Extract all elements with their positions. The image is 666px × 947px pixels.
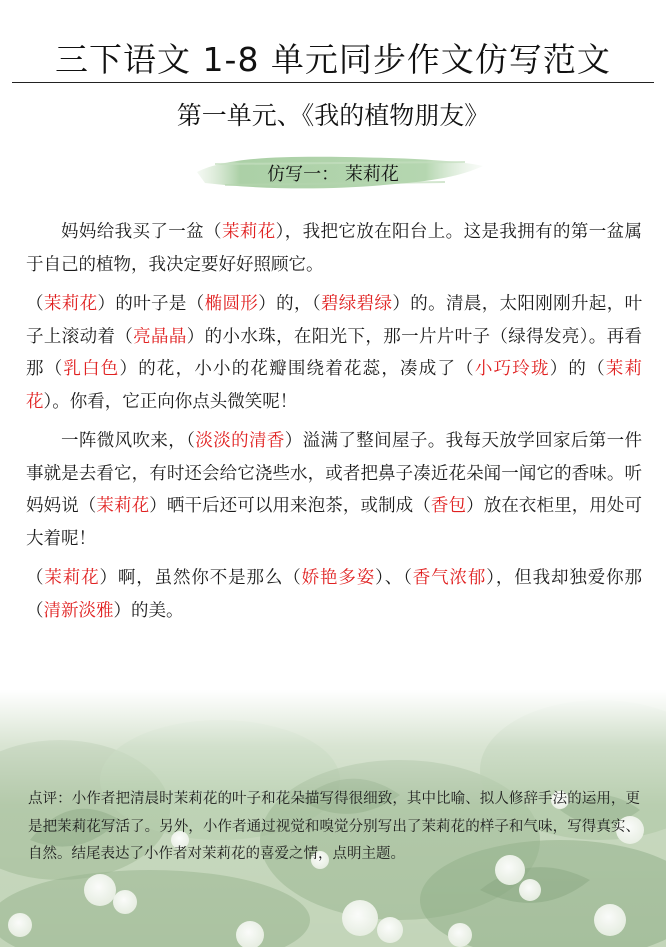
essay-paragraph — [26, 288, 642, 418]
filled-blank: 茉莉花 — [96, 496, 150, 516]
filled-blank: 椭圆形 — [204, 294, 259, 314]
text-span: ）啊，虽然你不是那么（ — [99, 568, 302, 588]
text-span: 一阵微风吹来，（ — [61, 431, 196, 451]
filled-blank: 小巧玲珑 — [474, 359, 550, 379]
filled-blank: 香气浓郁 — [412, 568, 487, 588]
filled-blank: 茉莉花 — [43, 294, 98, 314]
filled-blank: 乳白色 — [63, 359, 120, 379]
text-span: ）晒干后还可以用来泡茶，或制成（ — [149, 496, 431, 516]
filled-blank: 清新淡雅 — [43, 600, 114, 621]
text-span: ）的花，小小的花瓣围绕着花蕊，凑成了（ — [119, 359, 475, 379]
text-span: ）溢满了整间屋子。我每天放学回家后第一件事就是去看它，有时还会给它浇些水，或者把鼻子凑近花朵闻一闻它的香味。听妈妈说（ — [26, 431, 643, 516]
essay-body — [26, 216, 642, 634]
filled-blank: 娇艳多姿 — [301, 568, 376, 588]
text-span: （ — [26, 294, 44, 314]
title-divider — [12, 82, 654, 83]
text-span: ）的。清晨，太阳刚刚升起，叶子上滚动着（ — [26, 294, 643, 347]
section-label: 仿写一： 茉莉花 — [267, 164, 399, 185]
essay-paragraph — [26, 425, 642, 555]
essay-paragraph — [26, 562, 642, 627]
filled-blank: 淡淡的清香 — [195, 431, 285, 451]
page-title: 三下语文 1-8 单元同步作文仿写范文 — [55, 40, 611, 79]
text-span: ）放在衣柜里，用处可大着呢！ — [26, 496, 643, 549]
filled-blank: 茉莉花 — [44, 568, 100, 588]
filled-blank: 亮晶晶 — [133, 326, 187, 347]
text-span: ），但我却独爱你那（ — [26, 568, 642, 621]
filled-blank: 茉莉花 — [26, 359, 642, 412]
text-span: ），我把它放在阳台上。这是我拥有的第一盆属于自己的植物，我决定要好好照顾它。 — [26, 222, 643, 275]
text-span: ）、（ — [375, 568, 413, 588]
text-span: ）。你看，它正向你点头微笑呢！ — [43, 391, 298, 412]
teacher-comment: 点评：小作者把清晨时茉莉花的叶子和花朵描写得很细致，其中比喻、拟人修辞手法的运用，更是把茉莉花写活了。另外，小作者通过视觉和嗅觉分别写出了茉莉花的样子和气味，写得真实、自然。结尾表达了小作者对茉莉花的喜爱之情，点明主题。 — [28, 791, 640, 862]
filled-blank: 碧绿碧绿 — [320, 294, 393, 314]
essay-paragraph — [26, 216, 642, 281]
filled-blank: 茉莉花 — [221, 222, 276, 242]
unit-title: 第一单元、《我的植物朋友》 — [176, 101, 490, 130]
text-span: ）的，（ — [258, 294, 321, 314]
text-span: ）的叶子是（ — [97, 294, 205, 314]
text-span: ）的小水珠，在阳光下，那一片片叶子（绿得发亮）。再看那（ — [26, 326, 643, 379]
text-span: ）的（ — [549, 359, 606, 379]
filled-blank: 香包 — [430, 496, 467, 516]
text-span: 妈妈给我买了一盆（ — [61, 222, 222, 242]
text-span: ）的美。 — [113, 600, 184, 621]
text-span: （ — [26, 568, 45, 588]
